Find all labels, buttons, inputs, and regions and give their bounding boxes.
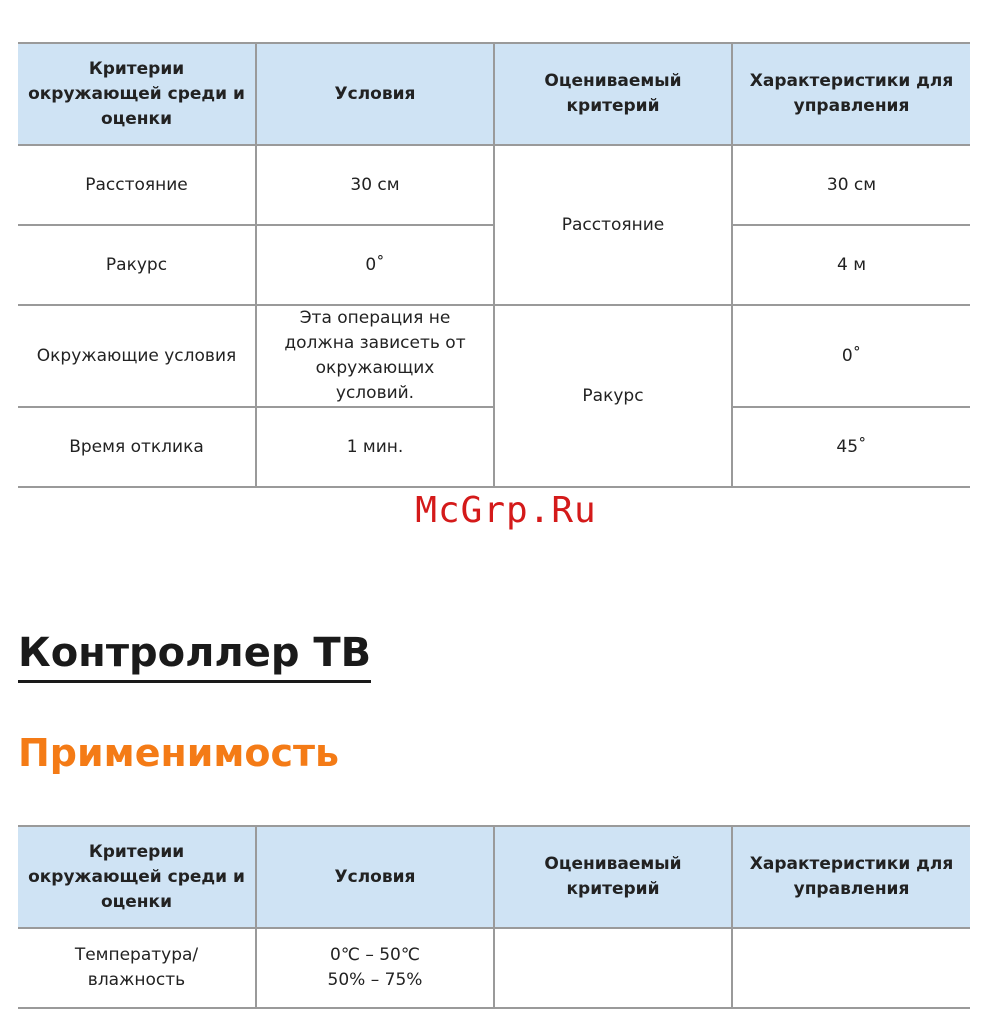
header-evaluated: Оцениваемый критерий [494,826,732,928]
header-characteristics: Характеристики для управления [732,43,970,145]
cell-characteristic: 0˚ [732,305,970,407]
header-conditions: Условия [256,43,494,145]
cell-evaluated [494,928,732,1008]
table-header-row [18,826,970,928]
cell-criterion: Ракурс [18,225,256,305]
cell-criterion: Время отклика [18,407,256,487]
cell-criterion: Окружающие условия [18,305,256,407]
header-criteria: Критерии окружающей среди и оценки [18,43,256,145]
cell-condition: Эта операция не должна зависеть от окружающих условий. [256,305,494,407]
header-conditions: Условия [256,826,494,928]
cell-condition: 0˚ [256,225,494,305]
cell-condition: 30 см [256,145,494,225]
cell-evaluated: Расстояние [494,145,732,305]
table-row [18,305,970,407]
condition-humidity: 50% – 75% [327,970,423,990]
applicability-table [18,825,970,1009]
condition-temperature: 0℃ – 50℃ [330,945,420,965]
watermark: McGrp.Ru [415,490,597,531]
environment-criteria-table [18,42,970,488]
table-row [18,928,970,1008]
cell-condition [256,928,494,1008]
cell-criterion: Расстояние [18,145,256,225]
header-characteristics: Характеристики для управления [732,826,970,928]
header-evaluated: Оцениваемый критерий [494,43,732,145]
subsection-title: Применимость [18,731,340,775]
cell-characteristic [732,928,970,1008]
section-title: Контроллер ТВ [18,628,371,683]
cell-criterion: Температура/ влажность [18,928,256,1008]
cell-evaluated: Ракурс [494,305,732,487]
table-header-row [18,43,970,145]
cell-characteristic: 30 см [732,145,970,225]
cell-condition: 1 мин. [256,407,494,487]
table-row [18,145,970,225]
cell-characteristic: 45˚ [732,407,970,487]
cell-characteristic: 4 м [732,225,970,305]
header-criteria: Критерии окружающей среди и оценки [18,826,256,928]
